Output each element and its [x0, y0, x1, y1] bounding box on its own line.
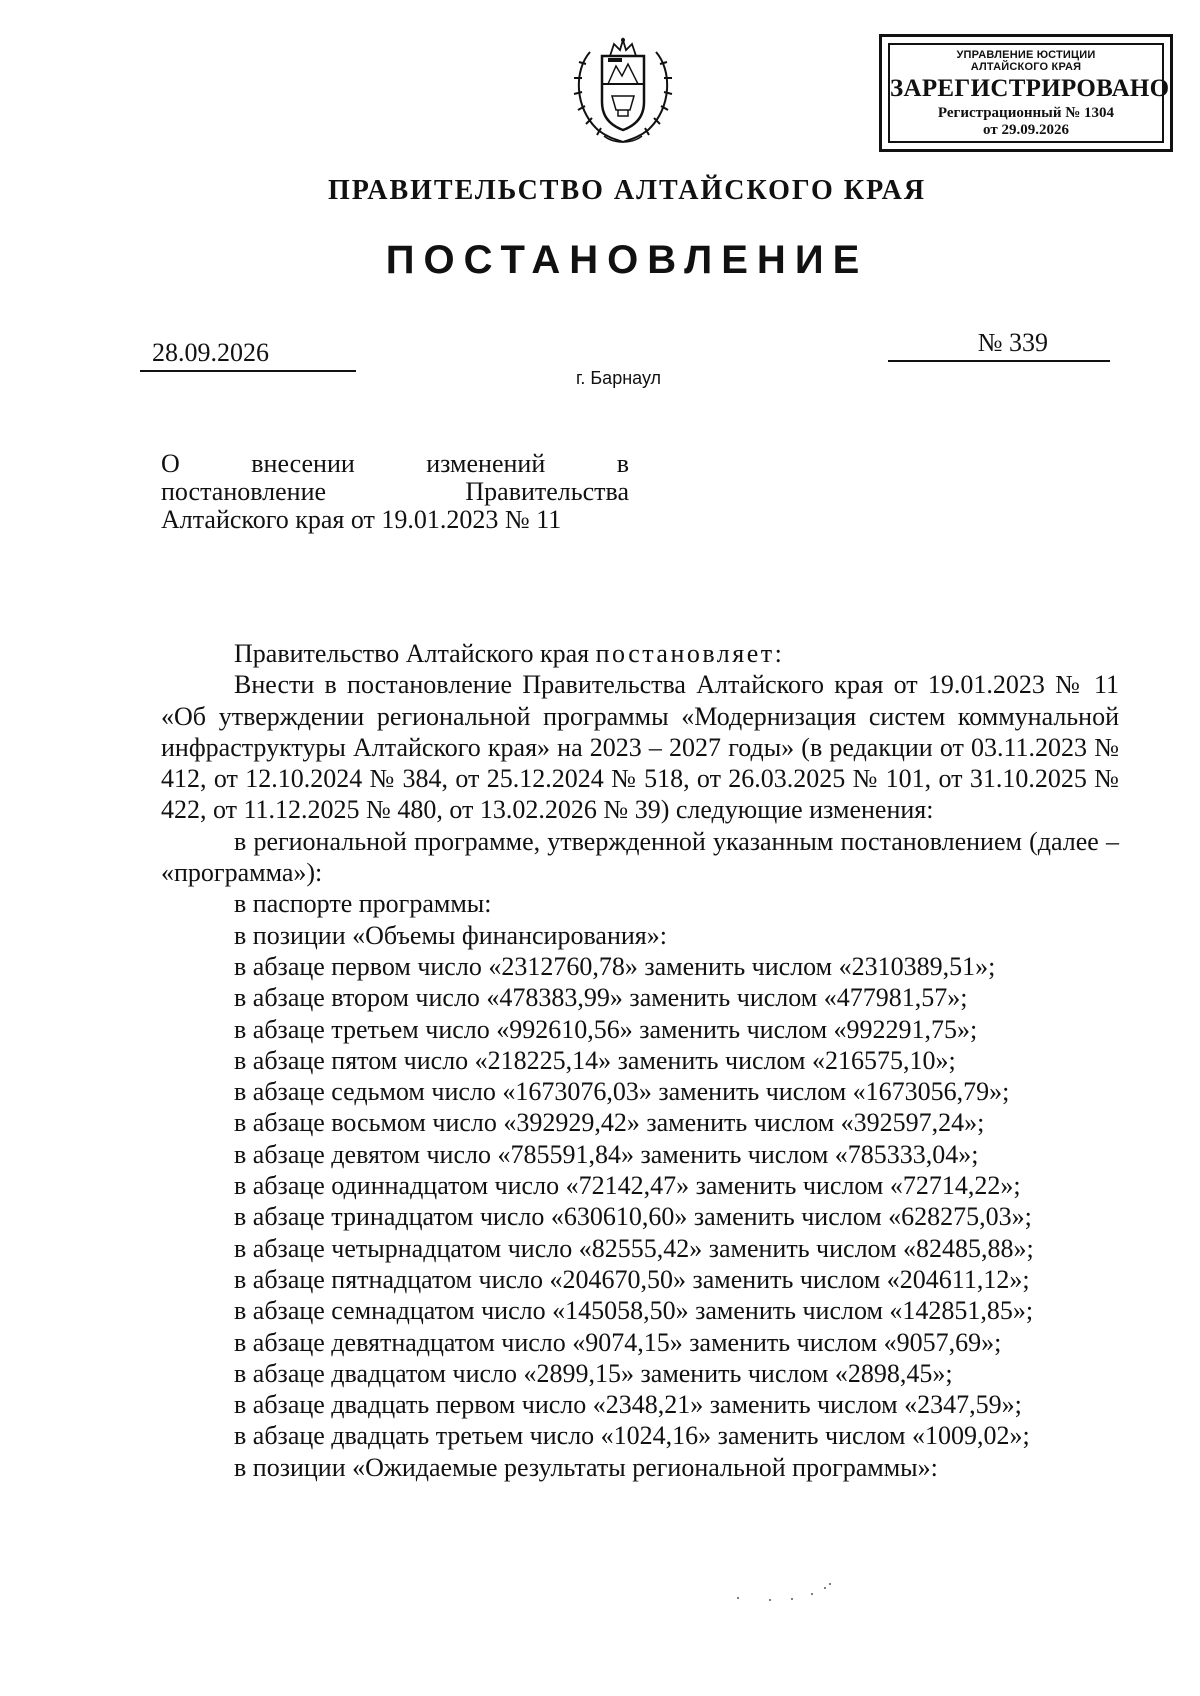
subject-line-1: О внесении изменений в	[161, 449, 629, 478]
amendment-item: в абзаце девятнадцатом число «9074,15» заменить числом «9057,69»;	[234, 1327, 1002, 1357]
intro-paragraph	[161, 638, 1119, 669]
registration-stamp	[879, 34, 1173, 152]
amendment-item: в абзаце втором число «478383,99» заменить числом «477981,57»;	[234, 983, 968, 1013]
amendment-item: в абзаце пятнадцатом число «204670,50» заменить числом «204611,12»;	[234, 1264, 1030, 1294]
stamp-reg-number: Регистрационный № 1304	[937, 105, 1115, 121]
document-subject	[161, 450, 629, 534]
coat-of-arms-emblem	[568, 30, 678, 148]
amendment-item: в абзаце двадцатом число «2899,15» заменить числом «2898,45»;	[234, 1358, 953, 1388]
passport-line: в паспорте программы:	[234, 889, 492, 919]
amendment-item: в абзаце третьем число «992610,56» заменить числом «992291,75»;	[234, 1014, 978, 1044]
document-date-text: 28.09.2026	[152, 338, 269, 367]
amendment-item: в абзаце девятом число «785591,84» заменить числом «785333,04»;	[234, 1139, 979, 1169]
amendment-list	[161, 951, 1119, 1452]
scan-specks	[730, 1580, 910, 1610]
stamp-org-line2: АЛТАЙСКОГО КРАЯ	[970, 61, 1082, 73]
amendment-item: в абзаце четырнадцатом число «82555,42» заменить числом «82485,88»;	[234, 1233, 1034, 1263]
amendment-item: в абзаце первом число «2312760,78» заменить числом «2310389,51»;	[234, 951, 996, 981]
document-date	[140, 336, 356, 372]
amendment-item: в абзаце одиннадцатом число «72142,47» заменить числом «72714,22»;	[234, 1171, 1021, 1201]
document-number-text: № 339	[977, 328, 1048, 357]
intro-verb: постановляет:	[595, 639, 785, 668]
stamp-status: ЗАРЕГИСТРИРОВАНО	[890, 75, 1170, 102]
amendment-item: в абзаце тринадцатом число «630610,60» заменить числом «628275,03»;	[234, 1202, 1032, 1232]
stamp-reg-date: от 29.09.2026	[983, 122, 1069, 138]
paragraph-1: Внести в постановление Правительства Алтайского края от 19.01.2023 № 11 «Об утверждении региональной программы «Модернизация систем коммунальной инфраструктуры Алтайского края» на 2023 – 2027 годы» (в редакции от 03.11.2023 № 412, от 12.10.2024 № 384, от 25.12.2024 № 518, от 26.03.2025 № 101, от 31.10.2025 № 422, от 11.12.2025 № 480, от 13.02.2026 № 39) следующие изменения:	[161, 670, 1119, 825]
intro-lead: Правительство Алтайского края	[234, 639, 596, 668]
subject-line-3: Алтайского края от 19.01.2023 № 11	[161, 505, 562, 534]
amendment-item: в абзаце двадцать третьем число «1024,16» заменить числом «1009,02»;	[234, 1421, 1030, 1451]
document-city: г. Барнаул	[576, 368, 662, 388]
results-position-line: в позиции «Ожидаемые результаты региональной программы»:	[234, 1452, 938, 1482]
paragraph-2: в региональной программе, утвержденной указанным постановлением (далее – «программа»):	[161, 826, 1119, 888]
amendment-item: в абзаце восьмом число «392929,42» заменить числом «392597,24»;	[234, 1108, 985, 1138]
amendment-item: в абзаце семнадцатом число «145058,50» заменить числом «142851,85»;	[234, 1296, 1034, 1326]
government-title: ПРАВИТЕЛЬСТВО АЛТАЙСКОГО КРАЯ	[327, 175, 927, 206]
document-body	[161, 638, 1119, 1483]
document-number	[888, 326, 1110, 362]
amendment-item: в абзаце двадцать первом число «2348,21» заменить числом «2347,59»;	[234, 1390, 1022, 1420]
subject-line-2: постановление Правительства	[161, 477, 629, 506]
funding-position-line: в позиции «Объемы финансирования»:	[234, 920, 667, 950]
amendment-item: в абзаце седьмом число «1673076,03» заменить числом «1673056,79»;	[234, 1077, 1010, 1107]
document-type: ПОСТАНОВЛЕНИЕ	[385, 238, 869, 282]
stamp-org-line1: УПРАВЛЕНИЕ ЮСТИЦИИ	[956, 49, 1096, 61]
amendment-item: в абзаце пятом число «218225,14» заменить числом «216575,10»;	[234, 1045, 956, 1075]
